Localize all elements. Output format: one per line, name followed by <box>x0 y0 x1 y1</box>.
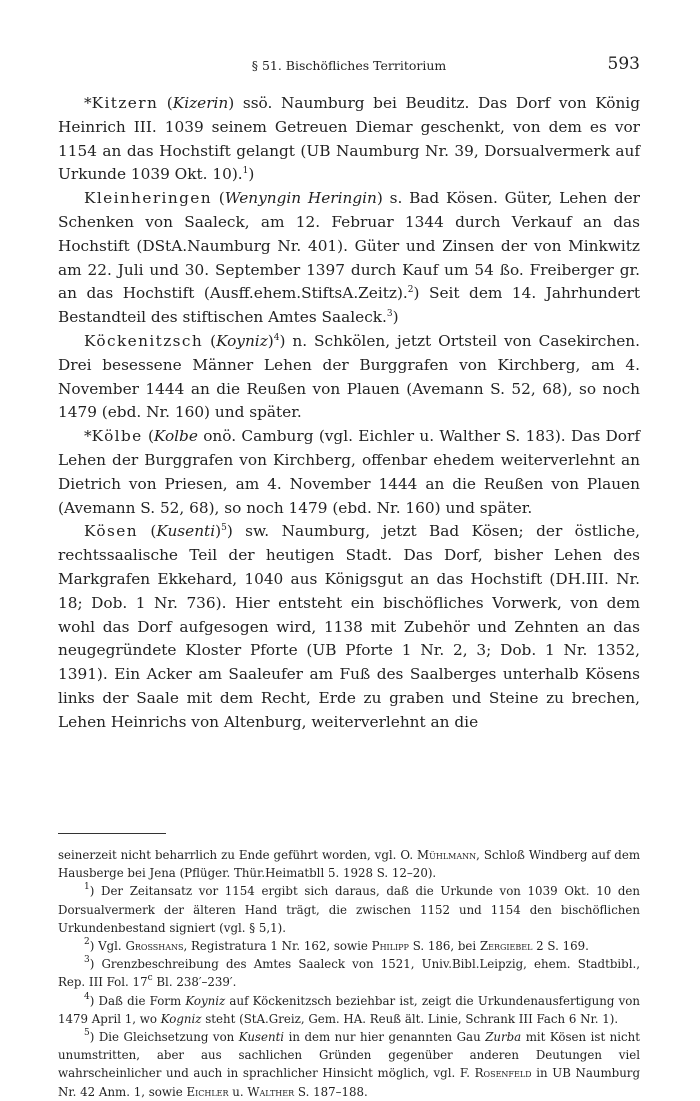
footnote-5: $^5$) Die Gleichsetzung von Kusenti in dem nur hier genannten Gau Zurba mit Kösen ist nicht unumstritten, aber aus sachlichen Gründen gegenüber anderen Deutungen viel wahrscheinlicher und auch in sprachlicher Hinsicht möglich, vgl. F. Rosenfeld in UB Naumburg Nr. 42 Anm. 1, sowie Eichler u. Walther S. 187–188. <box>58 1028 640 1099</box>
place-name: Kitzern <box>91 94 159 112</box>
page-number: 593 <box>607 54 640 74</box>
footnote-rule <box>58 833 166 834</box>
entry-koeckenitzsch: Köckenitzsch (Koyniz)$^4$) n. Schkölen, jetzt Ortsteil von Casekirchen. Drei besessene Männer Lehen der Burggrafen von Kirchberg, am 4. November 1444 an die Reußen von Plauen (Avemann S. 52, 68), so noch 1479 (ebd. Nr. 160) und später. <box>58 331 640 422</box>
footnote-ref: 5 <box>221 523 227 534</box>
source-form: Kusenti <box>156 522 216 541</box>
footnote-mark: 3 <box>84 955 90 966</box>
source-form: Kizerin <box>172 94 229 112</box>
footnote-mark: 2 <box>84 937 90 948</box>
footnote-ref: 4 <box>273 332 280 343</box>
footnote-4: $^4$) Daß die Form Koyniz auf Köckenitzsch beziehbar ist, zeigt die Urkundenausfertigung von 1479 April 1, wo Kogniz steht (StA.Greiz, Gem. HA. Reuß ält. Linie, Schrank III Fach 6 Nr. 1). <box>58 991 640 1026</box>
running-title: § 51. Bischöfliches Territorium <box>251 58 447 73</box>
entry-koelbe: *Kölbe (Kolbe onö. Camburg (vgl. Eichler u. Walther S. 183). Das Dorf Lehen der Burggrafen von Kirchberg, offenbar ehedem weiterverlehnt an Dietrich von Priesen, am 4. November 1444 an die Reußen von Plauen (Avemann S. 52, 68), so noch 1479 (ebd. Nr. 160) und später. <box>58 427 640 517</box>
place-name: Köckenitzsch <box>84 331 204 350</box>
footnote-ref: 3 <box>386 309 393 320</box>
footnote-ref: 2 <box>407 285 414 296</box>
entry-kleinheringen: Kleinheringen (Wenyngin Heringin) s. Bad Kösen. Güter, Lehen der Schenken von Saaleck, am 12. Februar 1344 durch Verkauf an das Hochstift (DStA.Naumburg Nr. 401). Güter und Zinsen der von Minkwitz am 22. Juli und 30. September 1397 durch Kauf um 54 ßo. Freiberger gr. an das Hochstift (Ausff.ehem.StiftsA.Zeitz).$^2$) Seit dem 14. Jahrhundert Bestandteil des stiftischen Amtes Saaleck.$^3$) <box>58 189 640 327</box>
asterisk: * <box>84 427 92 446</box>
place-name: Kölbe <box>91 427 143 446</box>
asterisk: * <box>84 94 92 112</box>
footnote-1: $^1$) Der Zeitansatz vor 1154 ergibt sich daraus, daß die Urkunde von 1039 Okt. 10 den Dorsualvermerk der älteren Hand trägt, die zwischen 1152 und 1154 den bischöflichen Urkundenbestand signiert (vgl. § 5,1). <box>58 882 640 935</box>
running-header <box>58 54 640 76</box>
source-form: Kolbe <box>153 427 198 446</box>
source-form: Wenyngin Heringin <box>224 189 377 208</box>
footnote-mark: 5 <box>84 1028 90 1039</box>
footnote-continuation: seinerzeit nicht beharrlich zu Ende geführt worden, vgl. O. Mühlmann, Schloß Windberg auf dem Hausberge bei Jena (Pflüger. Thür.Heimatbll 5. 1928 S. 12–20). <box>58 848 640 881</box>
footnote-mark: 1 <box>84 882 90 893</box>
footnote-ref: 1 <box>242 166 249 177</box>
entry-kitzern: *Kitzern (Kizerin) ssö. Naumburg bei Beuditz. Das Dorf von König Heinrich III. 1039 seinem Getreuen Diemar geschenkt, von dem es vor 1154 an das Hochstift gelangt (UB Naumburg Nr. 39, Dorsualvermerk auf Urkunde 1039 Okt. 10).$^1$) <box>58 94 640 184</box>
place-name: Kösen <box>84 522 138 541</box>
footnote-2: $^2$) Vgl. Grosshans, Registratura 1 Nr. 162, sowie Philipp S. 186, bei Zergiebel 2 S. 169. <box>84 937 589 954</box>
place-name: Kleinheringen <box>84 189 212 208</box>
footnotes <box>58 846 640 1101</box>
source-form: Koyniz <box>216 331 268 350</box>
main-text <box>58 92 640 735</box>
footnote-mark: 4 <box>84 991 90 1002</box>
footnote-3: $^3$) Grenzbeschreibung des Amtes Saaleck von 1521, Univ.Bibl.Leipzig, ehem. Stadtbibl., Rep. III Fol. 17$^c$ Bl. 238′–239′. <box>58 955 640 990</box>
entry-koesen: Kösen (Kusenti)$^5$) sw. Naumburg, jetzt Bad Kösen; der östliche, rechtssaalische Teil der heutigen Stadt. Das Dorf, bisher Lehen des Markgrafen Ekkehard, 1040 aus Königsgut an das Hochstift (DH.III. Nr. 18; Dob. 1 Nr. 736). Hier entsteht ein bischöfliches Vorwerk, von dem wohl das Dorf aufgesogen wird, 1138 mit Zubehör und Zehnten an das neugegründete Kloster Pforte (UB Pforte 1 Nr. 2, 3; Dob. 1 Nr. 1352, 1391). Ein Acker am Saaleufer am Fuß des Saalberges unterhalb Kösens links der Saale mit dem Recht, Erde zu graben und Steine zu brechen, Lehen Heinrichs von Altenburg, weiterverlehnt an die <box>58 522 640 731</box>
